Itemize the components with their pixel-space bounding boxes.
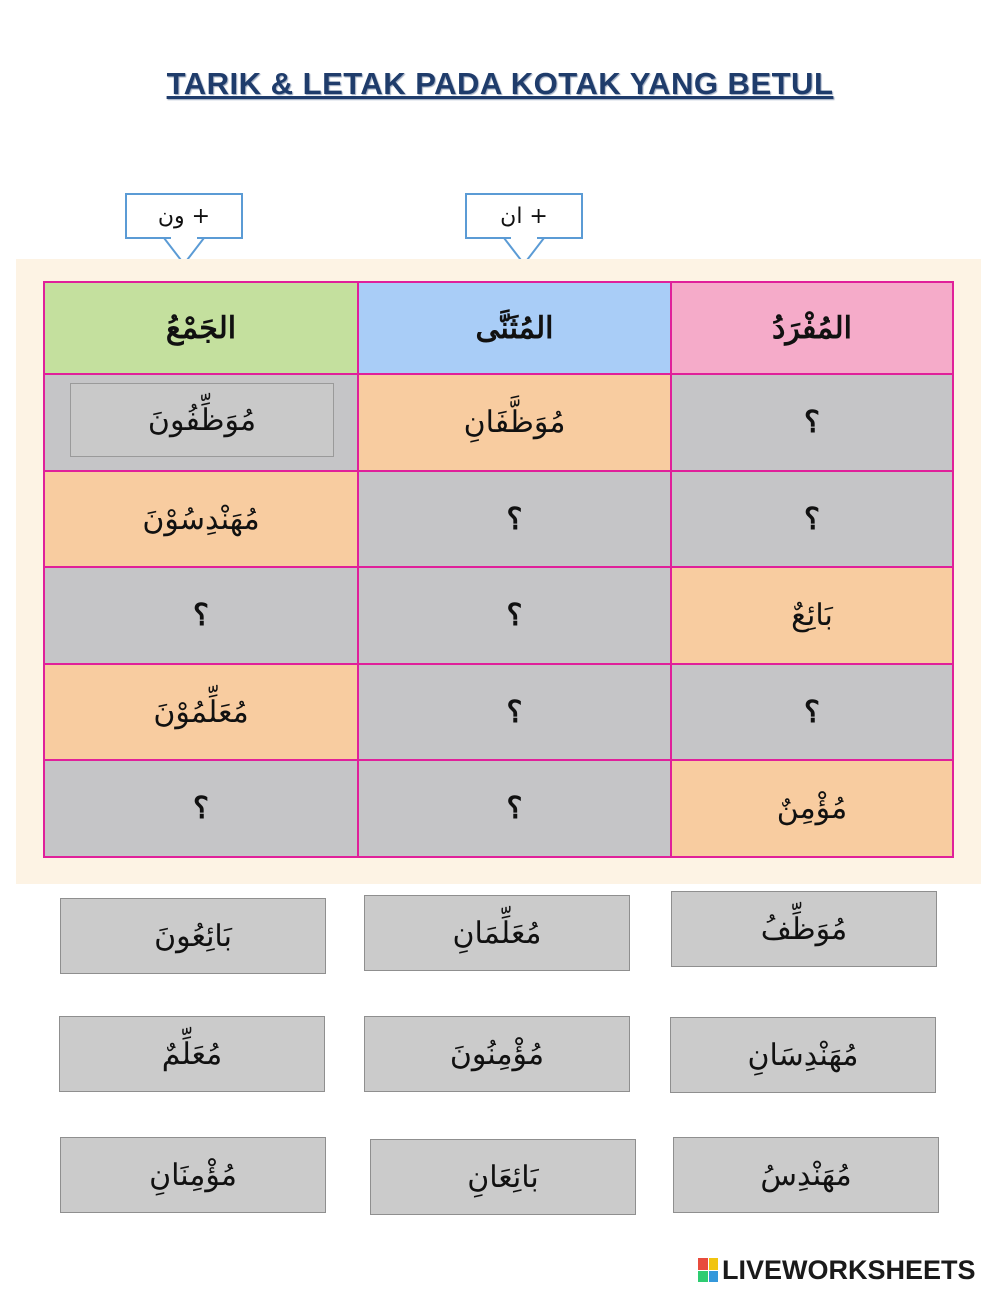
drop-slot-muthanna[interactable]: ؟ [358, 471, 671, 568]
classification-table [43, 281, 954, 858]
page-title: TARIK & LETAK PADA KOTAK YANG BETUL [166, 66, 834, 101]
drop-slot-jama[interactable] [44, 374, 358, 471]
drop-slot-muthanna[interactable]: ؟ [358, 567, 671, 664]
word-card[interactable]: مُعَلِّمَانِ [364, 895, 630, 971]
drop-slot-muthanna[interactable]: ؟ [358, 664, 671, 761]
table-row [44, 471, 953, 568]
drop-slot-mufrad[interactable]: ؟ [671, 374, 953, 471]
given-mufrad: مُؤْمِنٌ [671, 760, 953, 857]
table-header-row [44, 282, 953, 374]
word-card[interactable]: مُؤْمِنُونَ [364, 1016, 630, 1092]
given-muthanna: مُوَظَّفَانِ [358, 374, 671, 471]
given-mufrad: بَائِعٌ [671, 567, 953, 664]
logo-text: LIVEWORKSHEETS [722, 1254, 976, 1285]
callout-jama-suffix: + ون [125, 193, 243, 239]
word-card[interactable]: مُهَنْدِسَانِ [670, 1017, 936, 1093]
liveworksheets-logo [698, 1255, 976, 1285]
header-muthanna: المُثَنَّى [358, 282, 671, 374]
drop-slot-muthanna[interactable]: ؟ [358, 760, 671, 857]
word-card[interactable]: بَائِعَانِ [370, 1139, 636, 1215]
word-card[interactable]: بَائِعُونَ [60, 898, 326, 974]
given-jama: مُعَلِّمُوْنَ [44, 664, 358, 761]
drop-slot-mufrad[interactable]: ؟ [671, 471, 953, 568]
word-card[interactable]: مُوَظِّفُ [671, 891, 937, 967]
table-row [44, 760, 953, 857]
liveworksheets-mark-icon [698, 1258, 718, 1282]
header-jama: الجَمْعُ [44, 282, 358, 374]
table-row [44, 374, 953, 471]
table-row [44, 664, 953, 761]
drop-slot-jama[interactable]: ؟ [44, 567, 358, 664]
drop-slot-jama[interactable]: ؟ [44, 760, 358, 857]
callout-muthanna-suffix: + ان [465, 193, 583, 239]
drop-slot-mufrad[interactable]: ؟ [671, 664, 953, 761]
word-card[interactable]: مُعَلِّمٌ [59, 1016, 325, 1092]
word-card[interactable]: مُهَنْدِسُ [673, 1137, 939, 1213]
word-card[interactable]: مُؤْمِنَانِ [60, 1137, 326, 1213]
header-mufrad: المُفْرَدُ [671, 282, 953, 374]
placed-word-card[interactable]: مُوَظِّفُونَ [70, 383, 334, 457]
table-row [44, 567, 953, 664]
given-jama: مُهَنْدِسُوْنَ [44, 471, 358, 568]
